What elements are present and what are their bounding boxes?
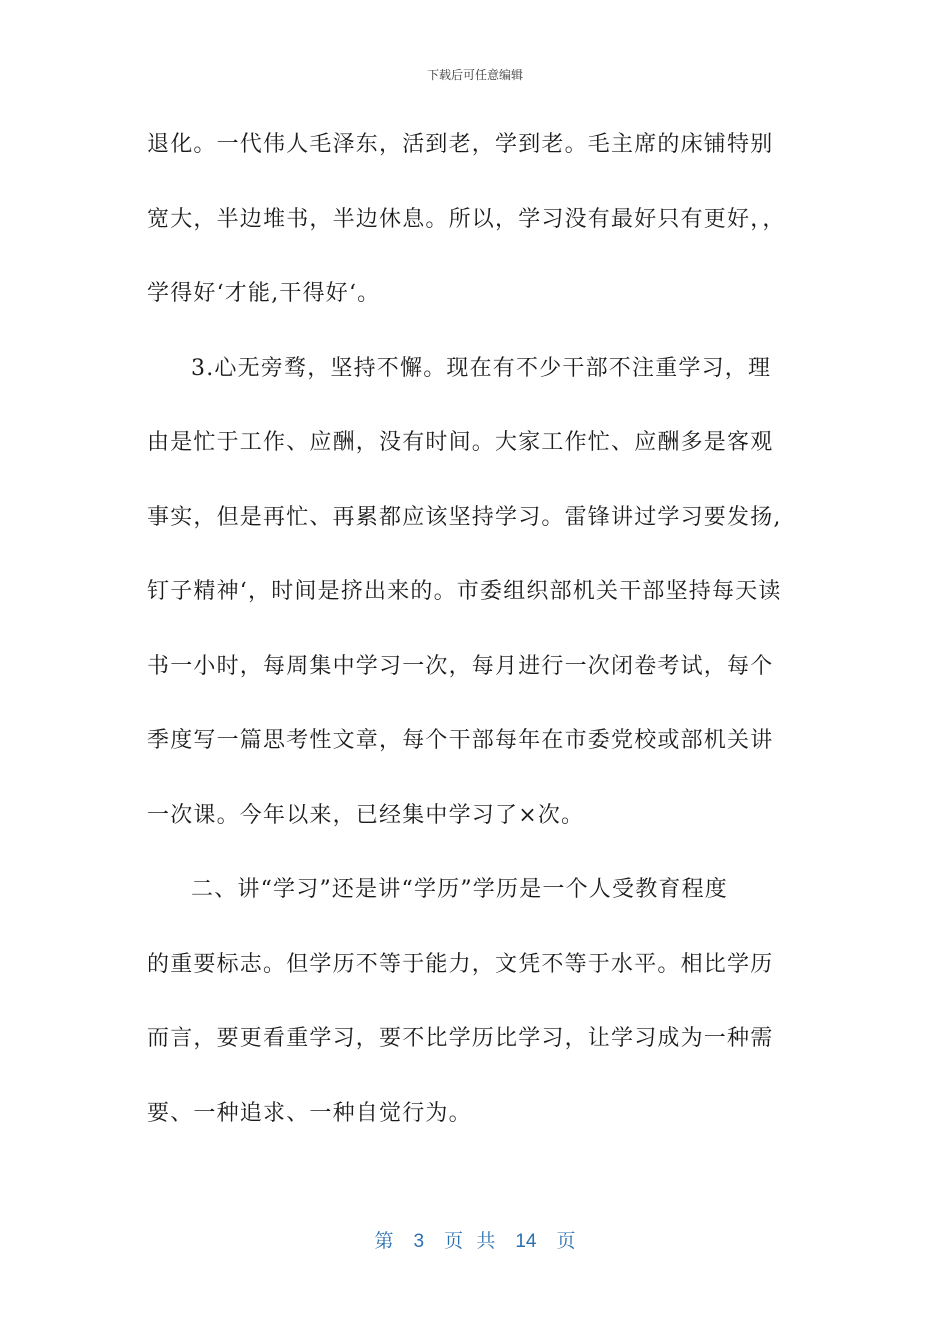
footer-current-page: 3 (413, 1231, 425, 1252)
header-note: 下载后可任意编辑 (426, 68, 523, 82)
paragraph-3-line-4: 要、一种追求、一种自觉行为。 (147, 1100, 472, 1126)
paragraph-3-line-1: 二、讲“学习”还是讲“学历”学历是一个人受教育程度 (191, 877, 728, 902)
document-body (147, 118, 807, 1161)
paragraph-2-line-2: 由是忙于工作、应酬，没有时间。大家工作忙、应酬多是客观 (147, 430, 774, 455)
paragraph-2-line-6: 季度写一篇思考性文章，每个干部每年在市委党校或部机关讲 (147, 728, 774, 753)
paragraph-2-line-7: 一次课。今年以来，已经集中学习了×次。 (147, 802, 585, 828)
page-footer (0, 1226, 950, 1253)
footer-middle: 页 共 (444, 1231, 496, 1252)
paragraph-3-line-2: 的重要标志。但学历不等于能力，文凭不等于水平。相比学历 (147, 951, 774, 977)
paragraph-2-line-3: 事实，但是再忙、再累都应该坚持学习。雷锋讲过学习要发扬, (147, 504, 782, 530)
paragraph-2-line-4: 钉子精神‘，时间是挤出来的。市委组织部机关干部坚持每天读 (147, 579, 782, 604)
paragraph-1-line-1: 退化。一代伟人毛泽东，活到老，学到老。毛主席的床铺特别 (147, 132, 774, 157)
paragraph-1-line-2: 宽大，半边堆书，半边休息。所以，学习没有最好只有更好，， (147, 206, 786, 232)
paragraph-2-line-1: 3.心无旁骛，坚持不懈。现在有不少干部不注重学习，理 (191, 355, 772, 381)
paragraph-3-line-3: 而言，要更看重学习，要不比学历比学习，让学习成为一种需 (147, 1026, 774, 1051)
paragraph-2-line-5: 书一小时，每周集中学习一次，每月进行一次闭卷考试，每个 (147, 653, 774, 679)
paragraph-1-line-3: 学得好‘才能,干得好‘。 (147, 281, 381, 306)
footer-total-pages: 14 (515, 1231, 537, 1252)
footer-prefix: 第 (374, 1231, 394, 1252)
footer-suffix: 页 (556, 1231, 576, 1252)
